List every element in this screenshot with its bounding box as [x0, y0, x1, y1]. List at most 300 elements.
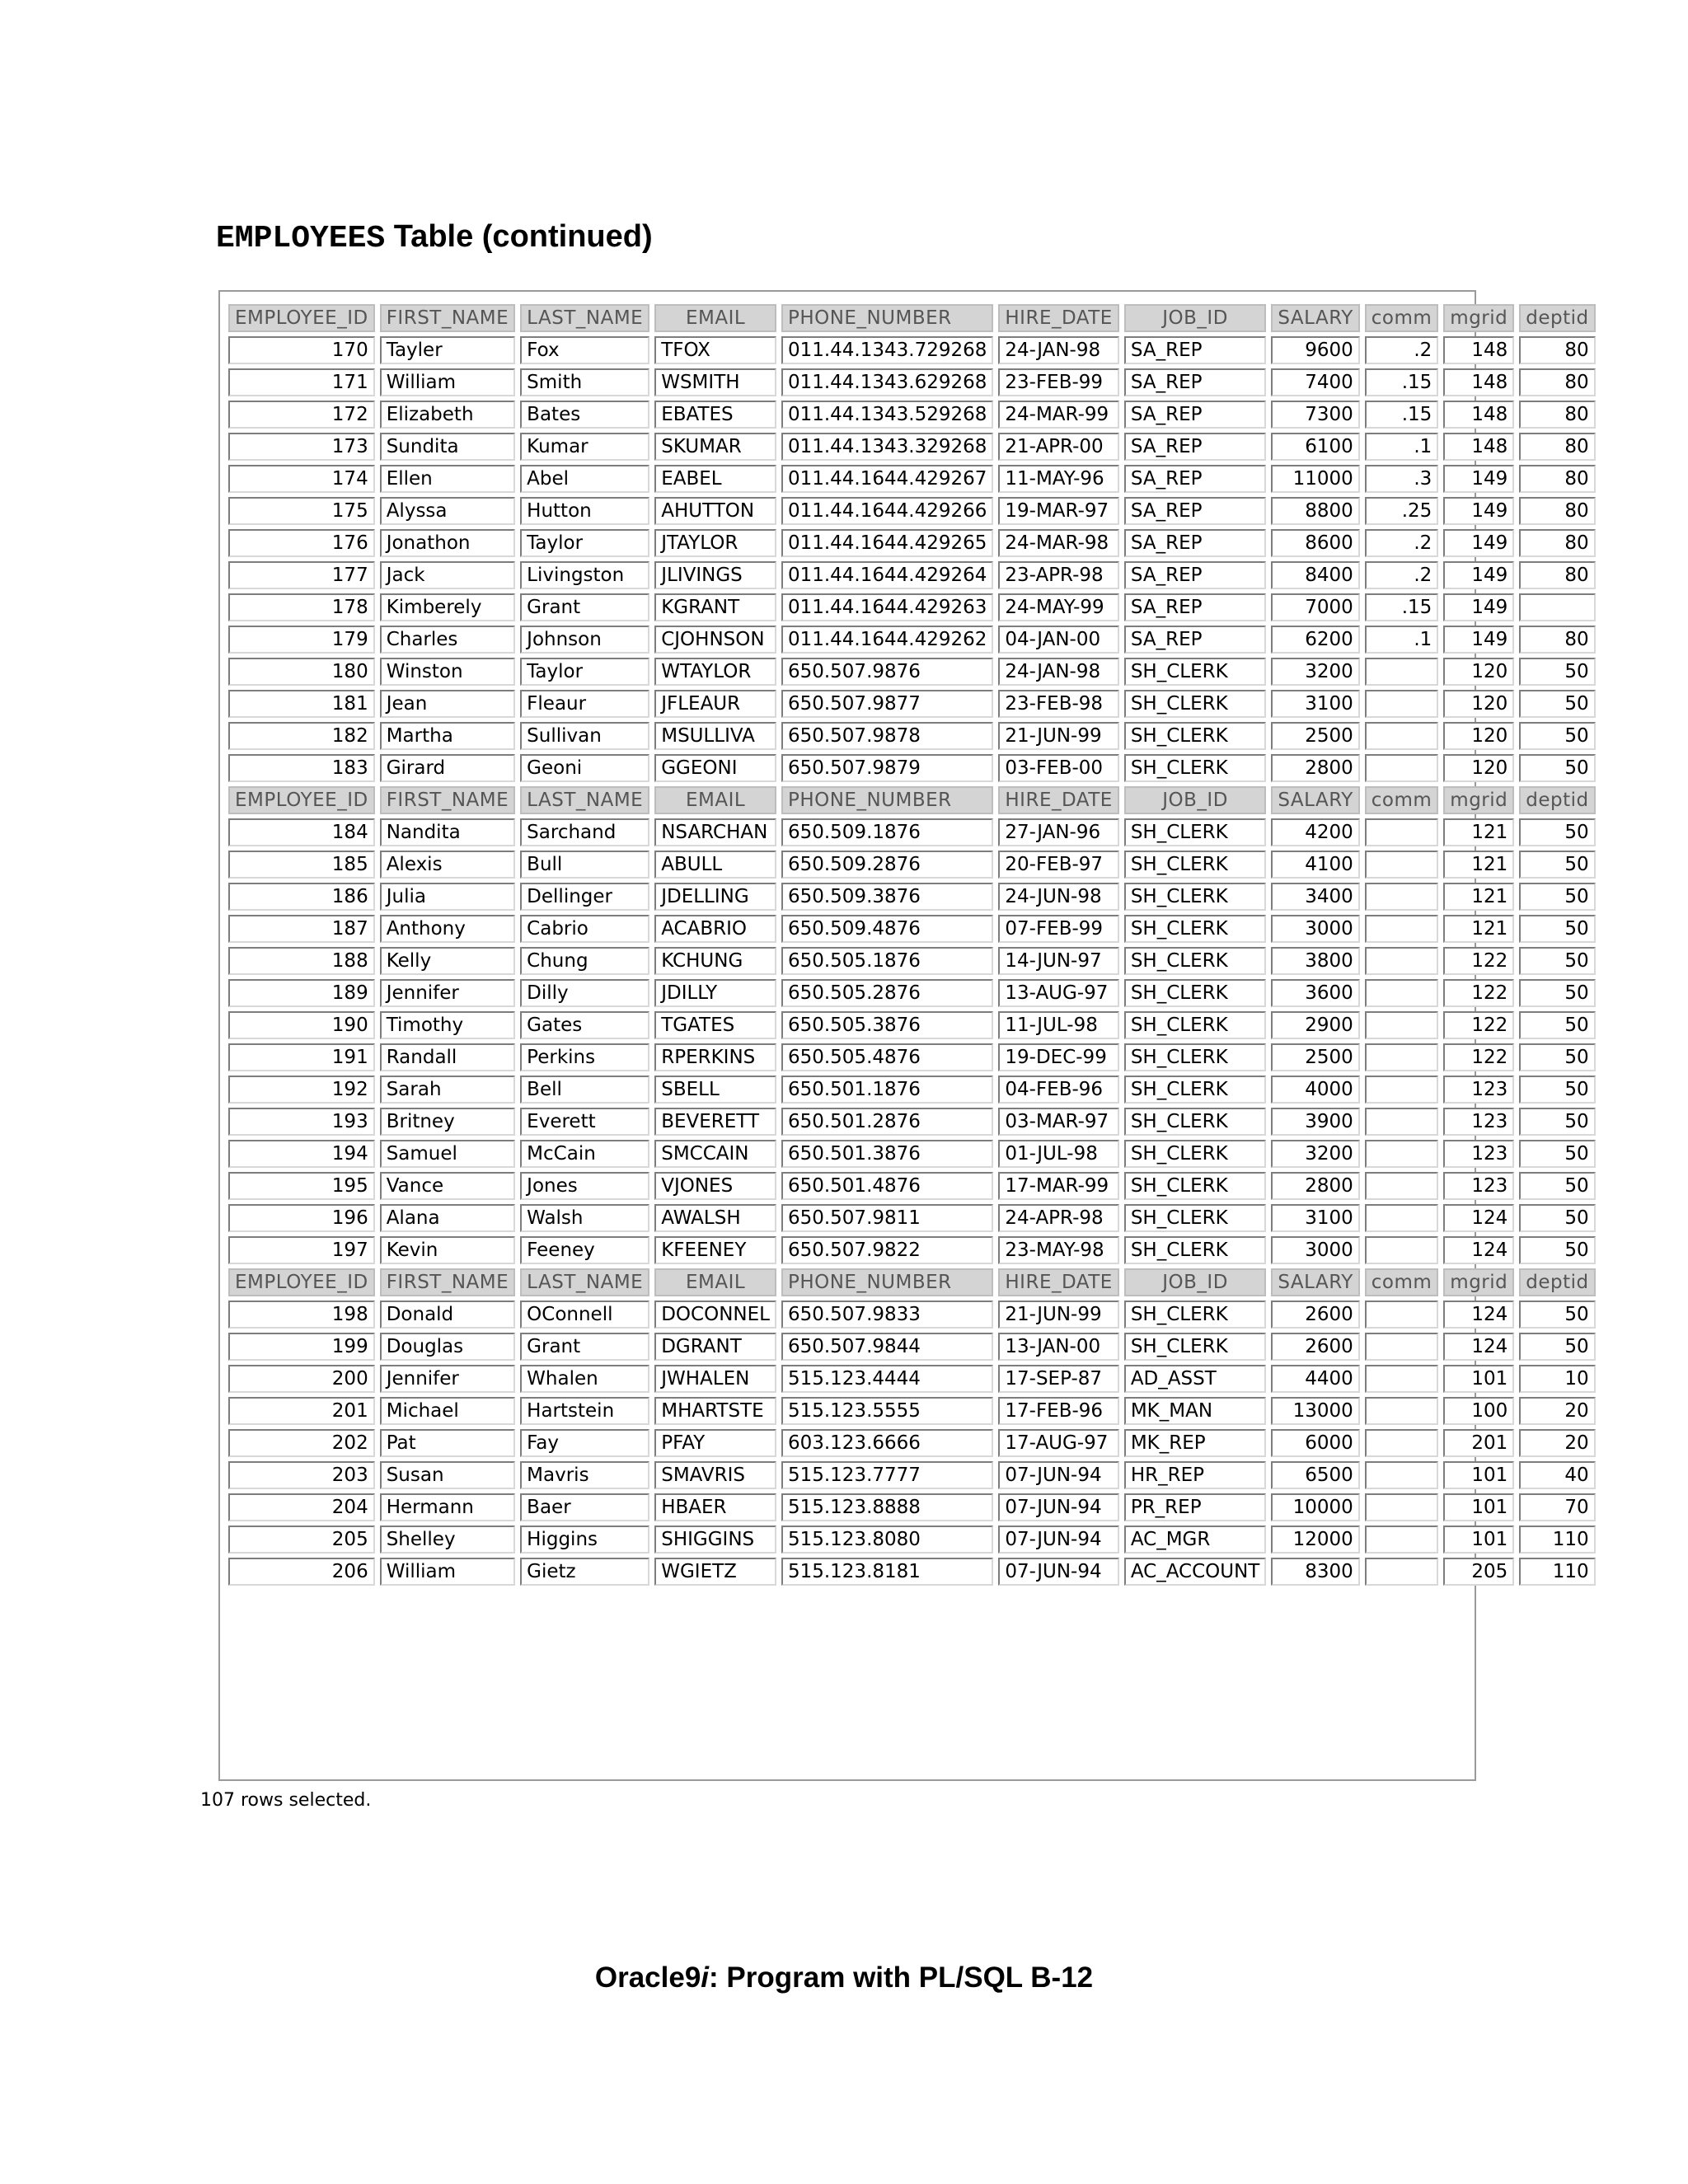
table-cell: Bell: [520, 1076, 649, 1104]
table-cell: 199: [228, 1333, 375, 1361]
table-cell: .3: [1365, 465, 1439, 493]
table-cell: [1365, 1011, 1439, 1039]
table-cell: Walsh: [520, 1204, 649, 1232]
table-cell: SH_CLERK: [1124, 690, 1267, 718]
table-cell: AD_ASST: [1124, 1365, 1267, 1393]
table-row: [228, 1526, 1596, 1554]
table-cell: Britney: [380, 1108, 515, 1136]
table-cell: 100: [1443, 1397, 1514, 1425]
table-cell: 650.501.2876: [781, 1108, 993, 1136]
table-cell: MHARTSTE: [654, 1397, 776, 1425]
table-cell: [1365, 1558, 1439, 1586]
table-cell: Johnson: [520, 626, 649, 654]
table-name: EMPLOYEES: [216, 221, 386, 256]
table-cell: Winston: [380, 658, 515, 686]
table-cell: OConnell: [520, 1301, 649, 1329]
table-cell: 50: [1519, 1076, 1595, 1104]
column-header: SALARY: [1271, 304, 1359, 332]
table-cell: 650.501.4876: [781, 1172, 993, 1200]
table-cell: Fox: [520, 336, 649, 364]
table-cell: 7400: [1271, 368, 1359, 396]
table-cell: .15: [1365, 401, 1439, 429]
table-row: [228, 754, 1596, 782]
table-cell: MSULLIVA: [654, 722, 776, 750]
table-cell: MK_REP: [1124, 1429, 1267, 1457]
table-cell: 13-JAN-00: [998, 1333, 1118, 1361]
table-cell: 50: [1519, 979, 1595, 1007]
table-cell: 17-FEB-96: [998, 1397, 1118, 1425]
table-cell: SA_REP: [1124, 593, 1267, 621]
table-cell: 011.44.1343.629268: [781, 368, 993, 396]
column-header: comm: [1365, 1268, 1439, 1296]
table-cell: 6500: [1271, 1461, 1359, 1489]
table-cell: 10: [1519, 1365, 1595, 1393]
table-cell: SH_CLERK: [1124, 947, 1267, 975]
table-cell: SHIGGINS: [654, 1526, 776, 1554]
table-cell: 17-AUG-97: [998, 1429, 1118, 1457]
table-cell: 148: [1443, 401, 1514, 429]
table-cell: 6100: [1271, 433, 1359, 461]
table-cell: WTAYLOR: [654, 658, 776, 686]
column-header: EMAIL: [654, 304, 776, 332]
table-cell: 187: [228, 915, 375, 943]
table-cell: 515.123.5555: [781, 1397, 993, 1425]
table-cell: 181: [228, 690, 375, 718]
table-cell: 197: [228, 1236, 375, 1264]
table-cell: 3400: [1271, 883, 1359, 911]
table-cell: 122: [1443, 947, 1514, 975]
table-cell: HR_REP: [1124, 1461, 1267, 1489]
table-cell: 50: [1519, 1172, 1595, 1200]
table-row: [228, 1558, 1596, 1586]
table-cell: 01-JUL-98: [998, 1140, 1118, 1168]
table-cell: 07-JUN-94: [998, 1558, 1118, 1586]
column-header: SALARY: [1271, 786, 1359, 814]
table-cell: DGRANT: [654, 1333, 776, 1361]
table-cell: 17-MAR-99: [998, 1172, 1118, 1200]
table-cell: 20: [1519, 1397, 1595, 1425]
table-row: [228, 1301, 1596, 1329]
table-cell: 50: [1519, 883, 1595, 911]
employees-grid: [218, 290, 1589, 1781]
table-row: [228, 1108, 1596, 1136]
table-cell: 11-JUL-98: [998, 1011, 1118, 1039]
column-header: JOB_ID: [1124, 304, 1267, 332]
table-cell: 650.507.9811: [781, 1204, 993, 1232]
table-cell: Bull: [520, 851, 649, 879]
table-cell: [1365, 1493, 1439, 1521]
footer-product: Oracle9: [594, 1961, 701, 1994]
table-cell: 122: [1443, 1043, 1514, 1071]
table-cell: 8600: [1271, 529, 1359, 557]
table-cell: 03-FEB-00: [998, 754, 1118, 782]
table-row: [228, 658, 1596, 686]
table-cell: SH_CLERK: [1124, 1172, 1267, 1200]
table-cell: 149: [1443, 529, 1514, 557]
table-cell: 194: [228, 1140, 375, 1168]
table-row: [228, 851, 1596, 879]
table-cell: William: [380, 368, 515, 396]
table-row: [228, 497, 1596, 525]
table-cell: 189: [228, 979, 375, 1007]
table-cell: KGRANT: [654, 593, 776, 621]
table-row: [228, 433, 1596, 461]
table-cell: 110: [1519, 1558, 1595, 1586]
table-cell: 50: [1519, 1204, 1595, 1232]
table-cell: Alana: [380, 1204, 515, 1232]
table-cell: 11-MAY-96: [998, 465, 1118, 493]
table-cell: SMAVRIS: [654, 1461, 776, 1489]
table-cell: PR_REP: [1124, 1493, 1267, 1521]
column-header: EMPLOYEE_ID: [228, 786, 375, 814]
table-cell: 50: [1519, 690, 1595, 718]
table-cell: SA_REP: [1124, 529, 1267, 557]
footer-product-suffix: i: [701, 1961, 710, 1994]
table-cell: 200: [228, 1365, 375, 1393]
table-cell: 24-JAN-98: [998, 658, 1118, 686]
table-cell: SH_CLERK: [1124, 883, 1267, 911]
table-row: [228, 1493, 1596, 1521]
table-cell: .15: [1365, 368, 1439, 396]
table-cell: 70: [1519, 1493, 1595, 1521]
table-cell: 50: [1519, 851, 1595, 879]
table-cell: Randall: [380, 1043, 515, 1071]
header-row: [228, 304, 1596, 332]
table-cell: [1365, 690, 1439, 718]
table-cell: SKUMAR: [654, 433, 776, 461]
table-cell: Tayler: [380, 336, 515, 364]
table-cell: 123: [1443, 1076, 1514, 1104]
column-header: comm: [1365, 304, 1439, 332]
table-cell: 603.123.6666: [781, 1429, 993, 1457]
table-cell: Elizabeth: [380, 401, 515, 429]
table-cell: 24-MAY-99: [998, 593, 1118, 621]
table-cell: 188: [228, 947, 375, 975]
table-cell: 24-MAR-98: [998, 529, 1118, 557]
table-row: [228, 1140, 1596, 1168]
table-cell: 650.509.2876: [781, 851, 993, 879]
table-cell: SH_CLERK: [1124, 1140, 1267, 1168]
table-cell: [1365, 1236, 1439, 1264]
table-cell: SH_CLERK: [1124, 722, 1267, 750]
table-cell: NSARCHAN: [654, 818, 776, 846]
table-cell: 04-JAN-00: [998, 626, 1118, 654]
table-cell: 21-JUN-99: [998, 722, 1118, 750]
table-cell: [1365, 947, 1439, 975]
table-cell: SA_REP: [1124, 368, 1267, 396]
table-cell: 50: [1519, 1043, 1595, 1071]
table-cell: 185: [228, 851, 375, 879]
table-cell: Kimberely: [380, 593, 515, 621]
table-cell: SH_CLERK: [1124, 1076, 1267, 1104]
table-cell: JFLEAUR: [654, 690, 776, 718]
table-cell: Shelley: [380, 1526, 515, 1554]
table-cell: 171: [228, 368, 375, 396]
table-cell: TFOX: [654, 336, 776, 364]
table-cell: 149: [1443, 593, 1514, 621]
column-header: PHONE_NUMBER: [781, 786, 993, 814]
table-row: [228, 336, 1596, 364]
table-cell: Sundita: [380, 433, 515, 461]
table-cell: 21-APR-00: [998, 433, 1118, 461]
table-cell: Smith: [520, 368, 649, 396]
table-cell: SH_CLERK: [1124, 851, 1267, 879]
table-cell: 19-MAR-97: [998, 497, 1118, 525]
table-cell: 198: [228, 1301, 375, 1329]
table-cell: 24-MAR-99: [998, 401, 1118, 429]
table-cell: 192: [228, 1076, 375, 1104]
table-cell: SA_REP: [1124, 465, 1267, 493]
table-cell: 204: [228, 1493, 375, 1521]
column-header: deptid: [1519, 304, 1595, 332]
table-cell: SH_CLERK: [1124, 1011, 1267, 1039]
table-cell: 011.44.1644.429263: [781, 593, 993, 621]
table-cell: 50: [1519, 722, 1595, 750]
table-cell: BEVERETT: [654, 1108, 776, 1136]
table-cell: Jones: [520, 1172, 649, 1200]
table-cell: SA_REP: [1124, 401, 1267, 429]
table-row: [228, 1076, 1596, 1104]
header-row: [228, 786, 1596, 814]
table-cell: 07-JUN-94: [998, 1461, 1118, 1489]
table-row: [228, 690, 1596, 718]
table-cell: 11000: [1271, 465, 1359, 493]
table-cell: [1365, 1365, 1439, 1393]
table-cell: .1: [1365, 433, 1439, 461]
table-cell: [1365, 851, 1439, 879]
table-cell: EABEL: [654, 465, 776, 493]
table-cell: .2: [1365, 561, 1439, 589]
table-cell: 011.44.1343.729268: [781, 336, 993, 364]
table-cell: 21-JUN-99: [998, 1301, 1118, 1329]
table-cell: [1365, 1429, 1439, 1457]
table-cell: AC_MGR: [1124, 1526, 1267, 1554]
table-cell: 148: [1443, 368, 1514, 396]
table-cell: 6200: [1271, 626, 1359, 654]
table-cell: 191: [228, 1043, 375, 1071]
table-cell: RPERKINS: [654, 1043, 776, 1071]
table-cell: 650.501.1876: [781, 1076, 993, 1104]
table-cell: Jennifer: [380, 1365, 515, 1393]
table-cell: 515.123.8181: [781, 1558, 993, 1586]
table-cell: Jennifer: [380, 979, 515, 1007]
table-cell: Bates: [520, 401, 649, 429]
table-cell: Donald: [380, 1301, 515, 1329]
table-cell: Michael: [380, 1397, 515, 1425]
table-cell: 650.505.2876: [781, 979, 993, 1007]
table-cell: 8800: [1271, 497, 1359, 525]
table-cell: [1365, 1043, 1439, 1071]
table-cell: 121: [1443, 883, 1514, 911]
table-cell: 650.507.9877: [781, 690, 993, 718]
table-cell: [1365, 1108, 1439, 1136]
table-cell: 6000: [1271, 1429, 1359, 1457]
table-cell: 124: [1443, 1204, 1514, 1232]
table-cell: [1365, 1526, 1439, 1554]
table-cell: 123: [1443, 1108, 1514, 1136]
title-suffix: Table (continued): [385, 219, 653, 254]
table-cell: 201: [1443, 1429, 1514, 1457]
table-cell: Sullivan: [520, 722, 649, 750]
table-cell: 23-APR-98: [998, 561, 1118, 589]
table-cell: 184: [228, 818, 375, 846]
table-cell: 101: [1443, 1365, 1514, 1393]
table-cell: Anthony: [380, 915, 515, 943]
column-header: HIRE_DATE: [998, 786, 1118, 814]
table-cell: .2: [1365, 336, 1439, 364]
table-cell: 203: [228, 1461, 375, 1489]
table-row: [228, 722, 1596, 750]
table-cell: 2500: [1271, 722, 1359, 750]
table-cell: [1365, 1076, 1439, 1104]
table-cell: JTAYLOR: [654, 529, 776, 557]
table-cell: 3800: [1271, 947, 1359, 975]
table-row: [228, 818, 1596, 846]
column-header: EMAIL: [654, 1268, 776, 1296]
table-cell: 173: [228, 433, 375, 461]
table-cell: 24-JUN-98: [998, 883, 1118, 911]
table-cell: 193: [228, 1108, 375, 1136]
table-cell: 124: [1443, 1333, 1514, 1361]
table-cell: SH_CLERK: [1124, 1236, 1267, 1264]
table-cell: SA_REP: [1124, 626, 1267, 654]
table-cell: Jean: [380, 690, 515, 718]
table-cell: 13-AUG-97: [998, 979, 1118, 1007]
table-cell: 515.123.8888: [781, 1493, 993, 1521]
column-header: HIRE_DATE: [998, 304, 1118, 332]
footer-course: : Program with PL/SQL B-12: [709, 1961, 1094, 1994]
table-cell: 650.507.9879: [781, 754, 993, 782]
table-cell: Julia: [380, 883, 515, 911]
table-cell: Martha: [380, 722, 515, 750]
table-cell: 12000: [1271, 1526, 1359, 1554]
column-header: mgrid: [1443, 1268, 1514, 1296]
table-cell: 123: [1443, 1140, 1514, 1168]
table-cell: TGATES: [654, 1011, 776, 1039]
table-cell: 011.44.1644.429264: [781, 561, 993, 589]
table-cell: [1365, 1397, 1439, 1425]
table-cell: 2600: [1271, 1301, 1359, 1329]
table-cell: 196: [228, 1204, 375, 1232]
table-cell: 3600: [1271, 979, 1359, 1007]
table-cell: .25: [1365, 497, 1439, 525]
table-cell: Everett: [520, 1108, 649, 1136]
table-cell: 10000: [1271, 1493, 1359, 1521]
table-cell: Feeney: [520, 1236, 649, 1264]
table-cell: [1365, 818, 1439, 846]
table-cell: 110: [1519, 1526, 1595, 1554]
table-cell: 011.44.1644.429267: [781, 465, 993, 493]
table-cell: AWALSH: [654, 1204, 776, 1232]
table-cell: Grant: [520, 1333, 649, 1361]
table-cell: 50: [1519, 1140, 1595, 1168]
column-header: HIRE_DATE: [998, 1268, 1118, 1296]
table-cell: 50: [1519, 1011, 1595, 1039]
column-header: PHONE_NUMBER: [781, 1268, 993, 1296]
table-cell: Sarah: [380, 1076, 515, 1104]
table-cell: 205: [1443, 1558, 1514, 1586]
table-cell: 650.505.3876: [781, 1011, 993, 1039]
table-cell: 07-FEB-99: [998, 915, 1118, 943]
table-cell: 650.505.4876: [781, 1043, 993, 1071]
table-cell: 186: [228, 883, 375, 911]
table-cell: PFAY: [654, 1429, 776, 1457]
table-cell: WSMITH: [654, 368, 776, 396]
column-header: EMPLOYEE_ID: [228, 1268, 375, 1296]
table-cell: .2: [1365, 529, 1439, 557]
column-header: JOB_ID: [1124, 1268, 1267, 1296]
table-cell: 515.123.7777: [781, 1461, 993, 1489]
table-cell: 80: [1519, 336, 1595, 364]
table-cell: Livingston: [520, 561, 649, 589]
table-cell: 50: [1519, 1333, 1595, 1361]
table-cell: 80: [1519, 401, 1595, 429]
table-cell: 121: [1443, 851, 1514, 879]
table-cell: 121: [1443, 818, 1514, 846]
table-cell: 180: [228, 658, 375, 686]
column-header: LAST_NAME: [520, 786, 649, 814]
table-cell: [1365, 979, 1439, 1007]
table-cell: 8300: [1271, 1558, 1359, 1586]
table-cell: Dellinger: [520, 883, 649, 911]
table-cell: 121: [1443, 915, 1514, 943]
table-cell: [1365, 722, 1439, 750]
table-cell: 3000: [1271, 1236, 1359, 1264]
table-cell: [1519, 593, 1595, 621]
table-cell: 50: [1519, 754, 1595, 782]
table-cell: Kevin: [380, 1236, 515, 1264]
table-cell: Samuel: [380, 1140, 515, 1168]
table-cell: McCain: [520, 1140, 649, 1168]
table-row: [228, 947, 1596, 975]
page-title: [216, 219, 653, 256]
column-header: EMAIL: [654, 786, 776, 814]
column-header: PHONE_NUMBER: [781, 304, 993, 332]
table-cell: Sarchand: [520, 818, 649, 846]
column-header: mgrid: [1443, 304, 1514, 332]
table-cell: 178: [228, 593, 375, 621]
table-cell: 27-JAN-96: [998, 818, 1118, 846]
table-cell: 4200: [1271, 818, 1359, 846]
table-cell: 2800: [1271, 754, 1359, 782]
table-cell: Perkins: [520, 1043, 649, 1071]
table-cell: GGEONI: [654, 754, 776, 782]
table-cell: EBATES: [654, 401, 776, 429]
table-row: [228, 593, 1596, 621]
table-cell: 195: [228, 1172, 375, 1200]
table-cell: 515.123.4444: [781, 1365, 993, 1393]
table-cell: AC_ACCOUNT: [1124, 1558, 1267, 1586]
table-cell: Douglas: [380, 1333, 515, 1361]
table-cell: 650.505.1876: [781, 947, 993, 975]
table-cell: Higgins: [520, 1526, 649, 1554]
table-cell: SH_CLERK: [1124, 915, 1267, 943]
table-cell: 14-JUN-97: [998, 947, 1118, 975]
table-cell: [1365, 883, 1439, 911]
table-cell: SH_CLERK: [1124, 658, 1267, 686]
table-cell: 7000: [1271, 593, 1359, 621]
table-cell: 23-MAY-98: [998, 1236, 1118, 1264]
table-cell: 202: [228, 1429, 375, 1457]
table-cell: Abel: [520, 465, 649, 493]
table-cell: AHUTTON: [654, 497, 776, 525]
column-header: comm: [1365, 786, 1439, 814]
table-cell: WGIETZ: [654, 1558, 776, 1586]
table-cell: [1365, 1204, 1439, 1232]
table-cell: 177: [228, 561, 375, 589]
table-cell: 011.44.1644.429265: [781, 529, 993, 557]
table-cell: 205: [228, 1526, 375, 1554]
